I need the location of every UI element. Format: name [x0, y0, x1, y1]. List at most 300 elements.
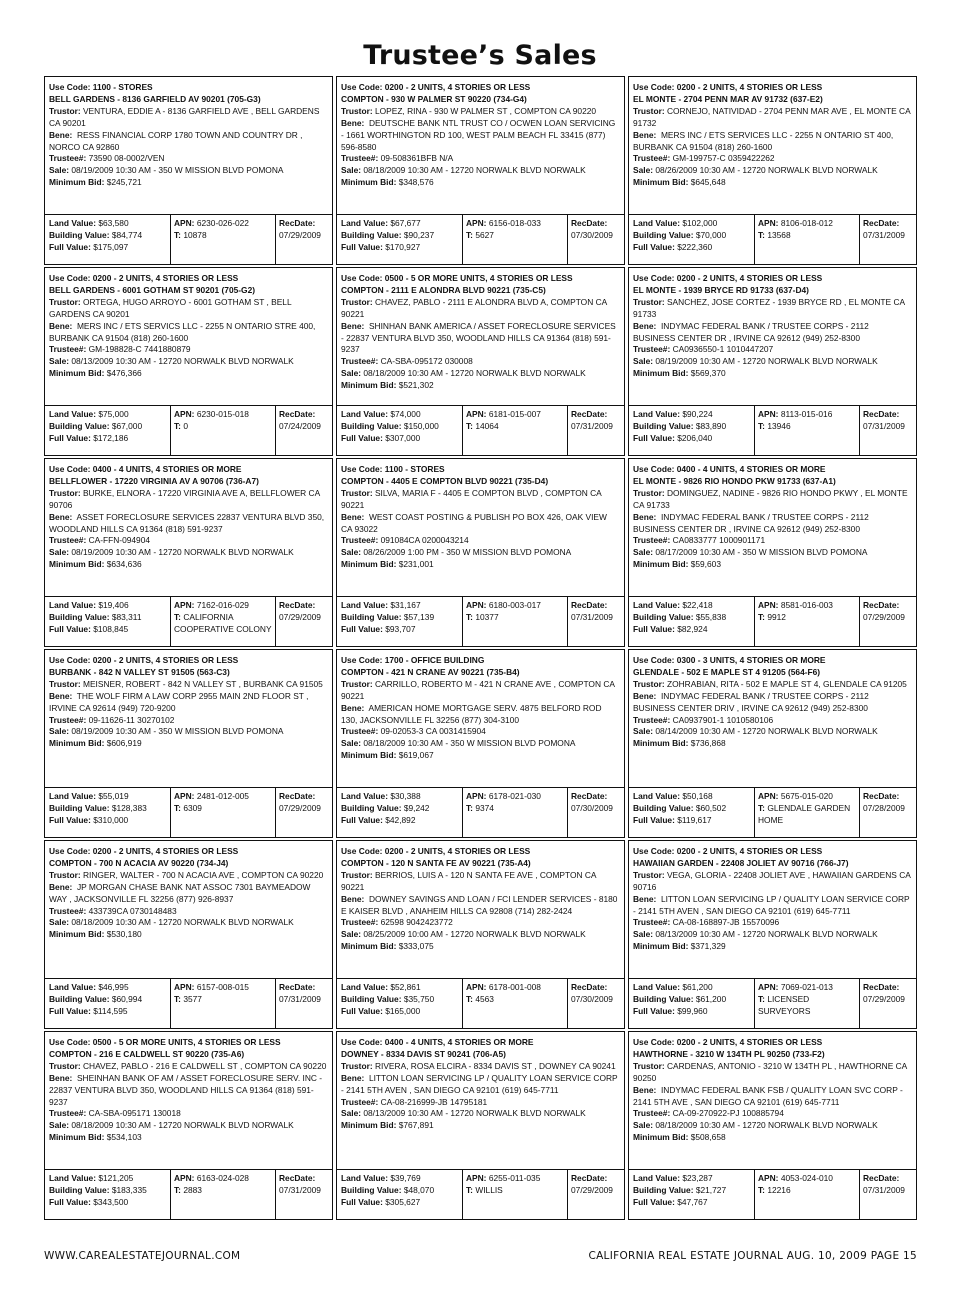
building-value: $60,502: [695, 802, 727, 813]
trustor-value: ORTEGA, HUGO ARROYO - 6001 GOTHAM ST , BELL GARDENS CA 90201: [49, 296, 292, 319]
bene-label: Bene:: [49, 320, 73, 331]
trustor-label: Trustor:: [49, 296, 81, 307]
bene-line: [341, 321, 620, 357]
listing-details: [629, 841, 916, 978]
use-code: Use Code: 0400 - 4 UNITS, 4 STORIES OR MORE: [341, 1037, 534, 1047]
recdate-value: 07/31/2009: [863, 229, 905, 240]
apn-cell: [755, 406, 860, 455]
recdate-cell: [860, 406, 916, 455]
recdate-cell: [276, 597, 332, 646]
bene-value: AMERICAN HOME MORTGAGE SERV. 4875 BELFORD ROD 130, JACKSONVILLE FL 32256 (877) 304-3100: [341, 702, 602, 725]
recdate-label: RecDate:: [863, 791, 900, 801]
sale-label: Sale:: [633, 547, 654, 558]
full-value-label: Full Value:: [633, 1005, 675, 1016]
recdate-cell: [568, 1170, 624, 1219]
use-code: Use Code: 0300 - 3 UNITS, 4 STORIES OR MORE: [633, 655, 826, 665]
recdate-value: 07/29/2009: [863, 611, 905, 622]
values-cell: [629, 406, 755, 455]
sale-value: 08/13/2009 10:30 AM - 12720 NORWALK BLVD NORWALK: [655, 929, 878, 940]
sale-line: [49, 726, 328, 738]
listing-values: [629, 214, 916, 264]
min-bid-label: Minimum Bid:: [633, 177, 689, 188]
land-value-label: Land Value:: [49, 218, 97, 228]
sale-line: [49, 1120, 328, 1132]
recdate-value: 07/29/2009: [279, 611, 321, 622]
min-bid-value: $231,001: [398, 559, 434, 570]
apn-cell: [755, 979, 860, 1028]
full-value: $206,040: [677, 432, 713, 443]
sale-line: [633, 1120, 912, 1132]
t-value: 5627: [475, 229, 494, 240]
use-code: Use Code: 1700 - OFFICE BUILDING: [341, 655, 485, 665]
t-value: 2883: [183, 1184, 202, 1195]
listings-row: [44, 76, 917, 265]
recdate-value: 07/29/2009: [279, 229, 321, 240]
trustee-label: Trustee#:: [49, 1108, 87, 1119]
min-bid-line: [49, 559, 328, 571]
trustor-line: [49, 488, 328, 512]
recdate-value: 07/31/2009: [571, 420, 613, 431]
trustor-line: [341, 488, 620, 512]
sale-value: 08/18/2009 10:30 AM - 350 W MISSION BLVD POMONA: [363, 738, 576, 749]
building-value-label: Building Value:: [49, 229, 110, 240]
sale-line: [633, 929, 912, 941]
trustee-label: Trustee#:: [49, 535, 87, 546]
min-bid-value: $333,075: [398, 941, 434, 952]
min-bid-line: [341, 559, 620, 571]
listing-details: [45, 1032, 332, 1169]
bene-line: [49, 321, 328, 345]
land-value-label: Land Value:: [341, 1173, 389, 1183]
land-value-label: Land Value:: [633, 409, 681, 419]
t-label: T:: [758, 420, 765, 431]
min-bid-label: Minimum Bid:: [49, 929, 105, 940]
property-address: COMPTON - 120 N SANTA FE AV 90221 (735-A4): [341, 857, 531, 868]
bene-value: THE WOLF FIRM A LAW CORP 2955 MAIN 2ND FLOOR ST , IRVINE CA 92614 (949) 720-9200: [49, 690, 309, 713]
full-value-label: Full Value:: [633, 241, 675, 252]
building-value-label: Building Value:: [633, 802, 694, 813]
values-cell: [45, 979, 171, 1028]
recdate-value: 07/28/2009: [863, 802, 905, 813]
listing-card: [336, 1031, 625, 1220]
min-bid-line: [341, 1120, 620, 1132]
bene-label: Bene:: [633, 129, 657, 140]
land-value: $74,000: [390, 409, 421, 419]
use-code: Use Code: 0200 - 2 UNITS, 4 STORIES OR LESS: [341, 82, 531, 92]
trustee-line: [49, 715, 328, 727]
t-value: 4563: [475, 993, 494, 1004]
recdate-cell: [860, 597, 916, 646]
full-value-label: Full Value:: [49, 1196, 91, 1207]
trustor-label: Trustor:: [341, 869, 373, 880]
values-cell: [629, 597, 755, 646]
bene-line: [341, 1073, 620, 1097]
trustor-label: Trustor:: [49, 1060, 81, 1071]
recdate-label: RecDate:: [279, 409, 316, 419]
trustor-label: Trustor:: [49, 105, 81, 116]
trustor-label: Trustor:: [633, 487, 665, 498]
bene-label: Bene:: [341, 1072, 365, 1083]
bene-value: SHEINHAN BANK OF AM / ASSET FORECLOSURE SERV. INC - 22837 VENTURA BLVD 350, WOODLAND HILLS CA 91364 (818) 591-9237: [49, 1072, 323, 1107]
trustee-label: Trustee#:: [341, 153, 379, 164]
apn-value: 7162-016-029: [196, 600, 249, 610]
full-value: $93,707: [385, 623, 416, 634]
full-value-label: Full Value:: [49, 1005, 91, 1016]
apn-cell: [171, 406, 276, 455]
use-code: Use Code: 0200 - 2 UNITS, 4 STORIES OR LESS: [633, 273, 823, 283]
land-value: $50,168: [682, 791, 713, 801]
listing-card: [44, 267, 333, 456]
trustor-value: RIVERA, ROSA ELCIRA - 8334 DAVIS ST , DOWNEY CA 90241: [374, 1060, 616, 1071]
trustor-label: Trustor:: [633, 1060, 665, 1071]
recdate-value: 07/24/2009: [279, 420, 321, 431]
trustor-value: VENTURA, EDDIE A - 8136 GARFIELD AVE , BELL GARDENS CA 90201: [49, 105, 320, 128]
listing-values: [45, 787, 332, 837]
t-value: 3577: [183, 993, 202, 1004]
land-value-label: Land Value:: [633, 1173, 681, 1183]
t-label: T:: [466, 993, 473, 1004]
property-address: COMPTON - 2111 E ALONDRA BLVD 90221 (735-C5): [341, 284, 546, 295]
min-bid-value: $606,919: [106, 738, 142, 749]
bene-line: [49, 691, 328, 715]
use-code: Use Code: 0500 - 5 OR MORE UNITS, 4 STORIES OR LESS: [341, 273, 573, 283]
sale-value: 08/19/2009 10:30 AM - 12720 NORWALK BLVD NORWALK: [71, 547, 294, 558]
bene-label: Bene:: [49, 690, 73, 701]
t-value: 12216: [767, 1184, 791, 1195]
land-value-label: Land Value:: [633, 218, 681, 228]
sale-line: [633, 726, 912, 738]
sale-value: 08/13/2009 10:30 AM - 12720 NORWALK BLVD NORWALK: [71, 356, 294, 367]
apn-value: 6157-008-015: [196, 982, 249, 992]
values-cell: [337, 788, 463, 837]
footer-website[interactable]: WWW.CAREALESTATEJOURNAL.COM: [44, 1250, 241, 1262]
apn-cell: [463, 215, 568, 264]
bene-line: [341, 894, 620, 918]
min-bid-label: Minimum Bid:: [341, 559, 397, 570]
listing-details: [337, 268, 624, 405]
building-value-label: Building Value:: [49, 1184, 110, 1195]
min-bid-line: [341, 750, 620, 762]
listing-values: [629, 787, 916, 837]
building-value-label: Building Value:: [49, 420, 110, 431]
min-bid-value: $534,103: [106, 1132, 142, 1143]
listing-values: [337, 787, 624, 837]
listing-values: [629, 596, 916, 646]
use-code: Use Code: 1100 - STORES: [341, 464, 445, 474]
full-value: $175,097: [93, 241, 129, 252]
listings-row: [44, 267, 917, 456]
min-bid-line: [633, 559, 912, 571]
building-value: $61,200: [695, 993, 727, 1004]
trustee-line: [49, 906, 328, 918]
sale-value: 08/18/2009 10:30 AM - 12720 NORWALK BLVD NORWALK: [363, 165, 586, 176]
full-value-label: Full Value:: [341, 1005, 383, 1016]
trustee-value: CA0936550-1 1010447207: [672, 344, 774, 355]
land-value: $63,580: [98, 218, 129, 228]
property-address: BELL GARDENS - 6001 GOTHAM ST 90201 (705-G2): [49, 284, 256, 295]
min-bid-value: $245,721: [106, 177, 142, 188]
values-cell: [629, 788, 755, 837]
bene-label: Bene:: [633, 1084, 657, 1095]
building-value: $70,000: [695, 229, 727, 240]
building-value: $150,000: [403, 420, 439, 431]
full-value-label: Full Value:: [49, 241, 91, 252]
t-value: WILLIS: [475, 1184, 503, 1195]
listing-details: [45, 459, 332, 596]
recdate-value: 07/31/2009: [863, 420, 905, 431]
land-value: $31,167: [390, 600, 421, 610]
recdate-cell: [276, 1170, 332, 1219]
values-cell: [629, 979, 755, 1028]
recdate-label: RecDate:: [863, 218, 900, 228]
apn-cell: [463, 1170, 568, 1219]
full-value-label: Full Value:: [633, 814, 675, 825]
land-value-label: Land Value:: [49, 409, 97, 419]
land-value: $23,287: [682, 1173, 713, 1183]
apn-value: 6181-015-007: [488, 409, 541, 419]
listing-card: [628, 458, 917, 647]
sale-line: [49, 356, 328, 368]
values-cell: [629, 215, 755, 264]
apn-value: 6156-018-033: [488, 218, 541, 228]
recdate-label: RecDate:: [279, 218, 316, 228]
trustor-label: Trustor:: [633, 678, 665, 689]
recdate-label: RecDate:: [571, 982, 608, 992]
trustor-value: BERRIOS, LUIS A - 120 N SANTA FE AVE , COMPTON CA 90221: [341, 869, 597, 892]
recdate-cell: [276, 215, 332, 264]
trustee-value: CA-SBA-095172 030008: [380, 356, 473, 367]
min-bid-label: Minimum Bid:: [341, 941, 397, 952]
trustor-line: [633, 106, 912, 130]
trustee-label: Trustee#:: [341, 1096, 379, 1107]
sale-value: 08/19/2009 10:30 AM - 350 W MISSION BLVD POMONA: [71, 165, 284, 176]
full-value-label: Full Value:: [633, 1196, 675, 1207]
bene-label: Bene:: [341, 893, 365, 904]
min-bid-label: Minimum Bid:: [341, 177, 397, 188]
min-bid-value: $371,329: [690, 941, 726, 952]
bene-line: [633, 321, 912, 345]
apn-cell: [755, 788, 860, 837]
sale-label: Sale:: [633, 929, 654, 940]
land-value-label: Land Value:: [49, 600, 97, 610]
recdate-cell: [568, 406, 624, 455]
t-label: T:: [758, 229, 765, 240]
land-value-label: Land Value:: [633, 982, 681, 992]
listing-details: [629, 77, 916, 214]
sale-label: Sale:: [49, 917, 70, 928]
recdate-cell: [568, 788, 624, 837]
min-bid-value: $530,180: [106, 929, 142, 940]
recdate-label: RecDate:: [863, 409, 900, 419]
trustor-line: [341, 679, 620, 703]
apn-value: 7069-021-013: [780, 982, 833, 992]
building-value-label: Building Value:: [341, 420, 402, 431]
min-bid-value: $348,576: [398, 177, 434, 188]
listing-values: [629, 978, 916, 1028]
min-bid-line: [49, 929, 328, 941]
trustor-value: SILVA, MARIA F - 4405 E COMPTON BLVD , COMPTON CA 90221: [341, 487, 602, 510]
sale-label: Sale:: [49, 547, 70, 558]
t-label: T:: [174, 1184, 181, 1195]
t-label: T:: [466, 611, 473, 622]
bene-line: [633, 512, 912, 536]
listing-card: [336, 649, 625, 838]
min-bid-line: [49, 1132, 328, 1144]
trustor-line: [49, 1061, 328, 1073]
values-cell: [337, 1170, 463, 1219]
min-bid-label: Minimum Bid:: [633, 1132, 689, 1143]
building-value-label: Building Value:: [341, 1184, 402, 1195]
trustee-line: [341, 917, 620, 929]
trustee-label: Trustee#:: [49, 344, 87, 355]
sale-value: 08/19/2009 10:30 AM - 12720 NORWALK BLVD NORWALK: [655, 356, 878, 367]
use-code: Use Code: 0500 - 5 OR MORE UNITS, 4 STORIES OR LESS: [49, 1037, 281, 1047]
sale-label: Sale:: [633, 356, 654, 367]
values-cell: [337, 979, 463, 1028]
use-code: Use Code: 0400 - 4 UNITS, 4 STORIES OR MORE: [633, 464, 826, 474]
trustee-value: CA-09-270922-PJ 100885794: [672, 1108, 784, 1119]
trustee-value: 62598 9042423772: [380, 917, 453, 928]
apn-cell: [171, 597, 276, 646]
sale-label: Sale:: [49, 356, 70, 367]
t-label: T:: [174, 229, 181, 240]
bene-label: Bene:: [633, 320, 657, 331]
sale-label: Sale:: [341, 368, 362, 379]
property-address: COMPTON - 421 N CRANE AV 90221 (735-B4): [341, 666, 520, 677]
min-bid-value: $476,366: [106, 368, 142, 379]
land-value-label: Land Value:: [49, 791, 97, 801]
property-address: BELLFLOWER - 17220 VIRGINIA AV A 90706 (736-A7): [49, 475, 259, 486]
trustor-line: [341, 870, 620, 894]
sale-value: 08/25/2009 10:00 AM - 12720 NORWALK BLVD NORWALK: [363, 929, 586, 940]
building-value: $183,335: [111, 1184, 147, 1195]
min-bid-line: [341, 380, 620, 392]
sale-value: 08/13/2009 10:30 AM - 12720 NORWALK BLVD NORWALK: [363, 1108, 586, 1119]
trustee-line: [633, 535, 912, 547]
listings-row: [44, 649, 917, 838]
full-value-label: Full Value:: [341, 432, 383, 443]
bene-value: INDYMAC FEDERAL BANK / TRUSTEE CORPS - 2112 BUSINESS CENTER DR , IRVINE CA 92612 (949) 252-8300: [633, 511, 869, 534]
full-value: $343,500: [93, 1196, 129, 1207]
property-address: BELL GARDENS - 8136 GARFIELD AV 90201 (705-G3): [49, 93, 261, 104]
property-address: DOWNEY - 8334 DAVIS ST 90241 (706-A5): [341, 1048, 506, 1059]
trustor-line: [49, 870, 328, 882]
trustee-label: Trustee#:: [633, 1108, 671, 1119]
trustor-line: [341, 297, 620, 321]
t-label: T:: [466, 1184, 473, 1195]
bene-label: Bene:: [341, 511, 365, 522]
trustee-line: [633, 153, 912, 165]
bene-label: Bene:: [633, 511, 657, 522]
t-label: T:: [758, 611, 765, 622]
min-bid-label: Minimum Bid:: [633, 738, 689, 749]
apn-value: 8581-016-003: [780, 600, 833, 610]
trustee-label: Trustee#:: [341, 726, 379, 737]
trustor-line: [341, 1061, 620, 1073]
apn-cell: [463, 788, 568, 837]
trustee-line: [49, 1108, 328, 1120]
trustor-label: Trustor:: [49, 869, 81, 880]
building-value: $84,774: [111, 229, 143, 240]
bene-value: DEUTSCHE BANK NTL TRUST CO / OCWEN LOAN SERVICING - 1661 WORTHINGTON RD 100, WEST PALM BEACH FL 33415 (877) 596-8580: [341, 117, 616, 152]
values-cell: [337, 406, 463, 455]
apn-value: 6163-024-028: [196, 1173, 249, 1183]
min-bid-label: Minimum Bid:: [341, 750, 397, 761]
trustor-value: CARDENAS, ANTONIO - 3210 W 134TH PL , HAWTHORNE CA 90250: [633, 1060, 907, 1083]
trustor-label: Trustor:: [49, 487, 81, 498]
trustee-line: [633, 344, 912, 356]
sale-value: 08/18/2009 10:30 AM - 12720 NORWALK BLVD NORWALK: [655, 1120, 878, 1131]
trustor-line: [633, 870, 912, 894]
recdate-value: 07/29/2009: [279, 802, 321, 813]
recdate-cell: [568, 215, 624, 264]
apn-label: APN:: [466, 791, 487, 801]
listing-card: [628, 649, 917, 838]
property-address: COMPTON - 700 N ACACIA AV 90220 (734-J4): [49, 857, 229, 868]
land-value: $102,000: [682, 218, 718, 228]
full-value: $119,617: [677, 814, 712, 825]
full-value: $172,186: [93, 432, 129, 443]
sale-label: Sale:: [341, 547, 362, 558]
footer-publication: CALIFORNIA REAL ESTATE JOURNAL AUG. 10, 2009 PAGE 15: [588, 1250, 917, 1262]
recdate-label: RecDate:: [571, 409, 608, 419]
bene-label: Bene:: [633, 690, 657, 701]
values-cell: [337, 215, 463, 264]
min-bid-value: $645,648: [690, 177, 726, 188]
listing-values: [337, 214, 624, 264]
trustor-line: [633, 1061, 912, 1085]
apn-cell: [171, 979, 276, 1028]
trustee-value: CA-SBA-095171 130018: [88, 1108, 181, 1119]
bene-value: SHINHAN BANK AMERICA / ASSET FORECLOSURE SERVICES - 22837 VENTURA BLVD 350, WOODLAND HILLS CA 91364 (818) 591-9237: [341, 320, 616, 355]
full-value: $42,892: [385, 814, 416, 825]
apn-value: 6178-001-008: [488, 982, 541, 992]
min-bid-label: Minimum Bid:: [49, 1132, 105, 1143]
t-value: 9912: [767, 611, 786, 622]
listing-values: [629, 1169, 916, 1219]
bene-label: Bene:: [49, 511, 73, 522]
apn-cell: [171, 215, 276, 264]
t-label: T:: [174, 420, 181, 431]
building-value-label: Building Value:: [341, 993, 402, 1004]
sale-label: Sale:: [49, 726, 70, 737]
land-value: $39,769: [390, 1173, 421, 1183]
listing-card: [336, 76, 625, 265]
t-value: 9374: [475, 802, 494, 813]
bene-value: INDYMAC FEDERAL BANK / TRUSTEE CORPS - 2112 BUSINESS CENTER DRIV , IRVINE CA 92612 (949) 252-8300: [633, 690, 869, 713]
trustor-line: [633, 679, 912, 691]
trustee-label: Trustee#:: [633, 344, 671, 355]
listing-card: [336, 840, 625, 1029]
t-value: 0: [183, 420, 188, 431]
min-bid-value: $521,302: [398, 380, 434, 391]
apn-value: 8106-018-012: [780, 218, 833, 228]
trustor-label: Trustor:: [341, 1060, 373, 1071]
t-value: 10377: [475, 611, 499, 622]
t-value: 6309: [183, 802, 202, 813]
apn-cell: [463, 597, 568, 646]
t-label: T:: [466, 229, 473, 240]
recdate-cell: [276, 406, 332, 455]
recdate-label: RecDate:: [279, 982, 316, 992]
listing-values: [337, 405, 624, 455]
land-value: $61,200: [682, 982, 713, 992]
sale-line: [341, 1108, 620, 1120]
recdate-value: 07/31/2009: [863, 1184, 905, 1195]
apn-cell: [755, 1170, 860, 1219]
trustor-value: ZOHRABIAN, RITA - 502 E MAPLE ST 4, GLENDALE CA 91205: [666, 678, 907, 689]
recdate-label: RecDate:: [863, 600, 900, 610]
